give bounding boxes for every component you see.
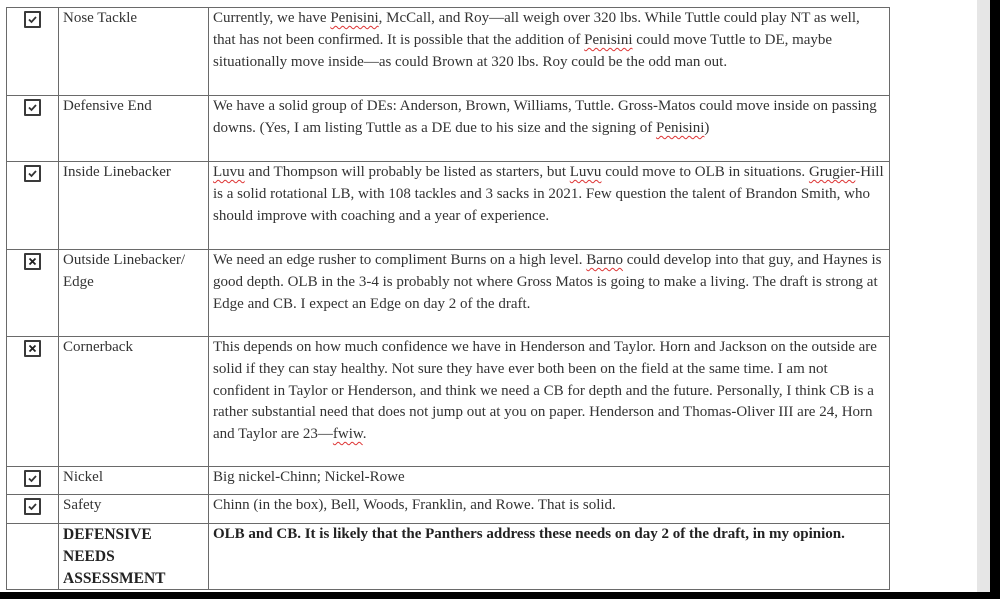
position-label: Inside Linebacker: [59, 162, 209, 250]
table-row-nose-tackle: [7, 8, 890, 96]
table-row-safety: [7, 495, 890, 524]
position-note[interactable]: Luvu and Thompson will probably be listed as starters, but Luvu could move to OLB in situations. Grugier-Hill is a solid rotational LB, with 108 tackles and 3 sacks in 2021. Few question the talent of Brandon Smith, who should improve with coaching and a year of experience.: [209, 162, 890, 250]
position-label: Cornerback: [59, 337, 209, 467]
position-label: Nickel: [59, 467, 209, 495]
spellcheck-flag[interactable]: Penisini: [584, 31, 633, 48]
status-cell: [7, 250, 59, 337]
window-side-panel: [977, 0, 990, 592]
window-frame-right: [990, 0, 1000, 599]
position-label: Nose Tackle: [59, 8, 209, 96]
position-label: Safety: [59, 495, 209, 524]
status-cell: [7, 96, 59, 162]
spellcheck-flag[interactable]: Penisini: [656, 119, 705, 136]
status-cell: [7, 8, 59, 96]
position-label: Defensive End: [59, 96, 209, 162]
table-row-defensive-end: [7, 96, 890, 162]
spellcheck-flag[interactable]: Luvu: [213, 164, 245, 180]
table-row-cornerback: [7, 337, 890, 467]
checkbox-x-icon[interactable]: [24, 340, 41, 357]
position-note[interactable]: We have a solid group of DEs: Anderson, Brown, Williams, Tuttle. Gross-Matos could move inside on passing downs. (Yes, I am listing Tuttle as a DE due to his size and the signing of Penisini): [209, 96, 890, 162]
status-cell: [7, 162, 59, 250]
checkbox-checked-icon[interactable]: [24, 498, 41, 515]
position-note[interactable]: We need an edge rusher to compliment Burns on a high level. Barno could develop into that guy, and Haynes is good depth. OLB in the 3-4 is probably not where Gross Matos is going to make a living. The draft is strong at Edge and CB. I expect an Edge on day 2 of the draft.: [209, 250, 890, 337]
spellcheck-flag[interactable]: Barno: [586, 252, 623, 268]
checkbox-checked-icon[interactable]: [24, 470, 41, 487]
spellcheck-flag[interactable]: Penisini: [330, 10, 379, 26]
table-row-inside-linebacker: [7, 162, 890, 250]
checkbox-checked-icon[interactable]: [24, 11, 41, 28]
position-note[interactable]: Currently, we have Penisini, McCall, and Roy—all weigh over 320 lbs. While Tuttle could play NT as well, that has not been confirmed. It is possible that the addition of Penisini could move Tuttle to DE, maybe situationally move inside—as could Brown at 320 lbs. Roy could be the odd man out.: [209, 8, 890, 96]
status-cell-empty: [7, 524, 59, 590]
table-row-summary: [7, 524, 890, 590]
spellcheck-flag[interactable]: Luvu: [569, 164, 602, 180]
checkbox-checked-icon[interactable]: [24, 165, 41, 182]
spellcheck-flag[interactable]: fwiw: [332, 426, 363, 443]
status-cell: [7, 495, 59, 524]
position-note[interactable]: Big nickel-Chinn; Nickel-Rowe: [209, 467, 890, 495]
checkbox-checked-icon[interactable]: [24, 99, 41, 116]
defensive-needs-table: [6, 7, 890, 590]
spellcheck-flag[interactable]: Grugier: [808, 164, 856, 180]
status-cell: [7, 337, 59, 467]
window-frame-bottom: [0, 592, 1000, 599]
table-row-outside-linebacker-edge: [7, 250, 890, 337]
table-row-nickel: [7, 467, 890, 495]
summary-label: DEFENSIVE NEEDS ASSESSMENT: [59, 524, 209, 590]
position-note[interactable]: This depends on how much confidence we have in Henderson and Taylor. Horn and Jackson on the outside are solid if they can stay healthy. Not sure they have ever both been on the field at the same time. I am not confident in Taylor or Henderson, and think we need a CB for depth and the future. Personally, I think CB is a rather substantial need that does not jump out at you on paper. Henderson and Thomas-Oliver III are 24, Horn and Taylor are 23—fwiw.: [209, 337, 890, 467]
position-label: Outside Linebacker/ Edge: [59, 250, 209, 337]
checkbox-x-icon[interactable]: [24, 253, 41, 270]
status-cell: [7, 467, 59, 495]
position-note[interactable]: Chinn (in the box), Bell, Woods, Franklin, and Rowe. That is solid.: [209, 495, 890, 524]
summary-note[interactable]: OLB and CB. It is likely that the Panthers address these needs on day 2 of the draft, in my opinion.: [209, 524, 890, 590]
